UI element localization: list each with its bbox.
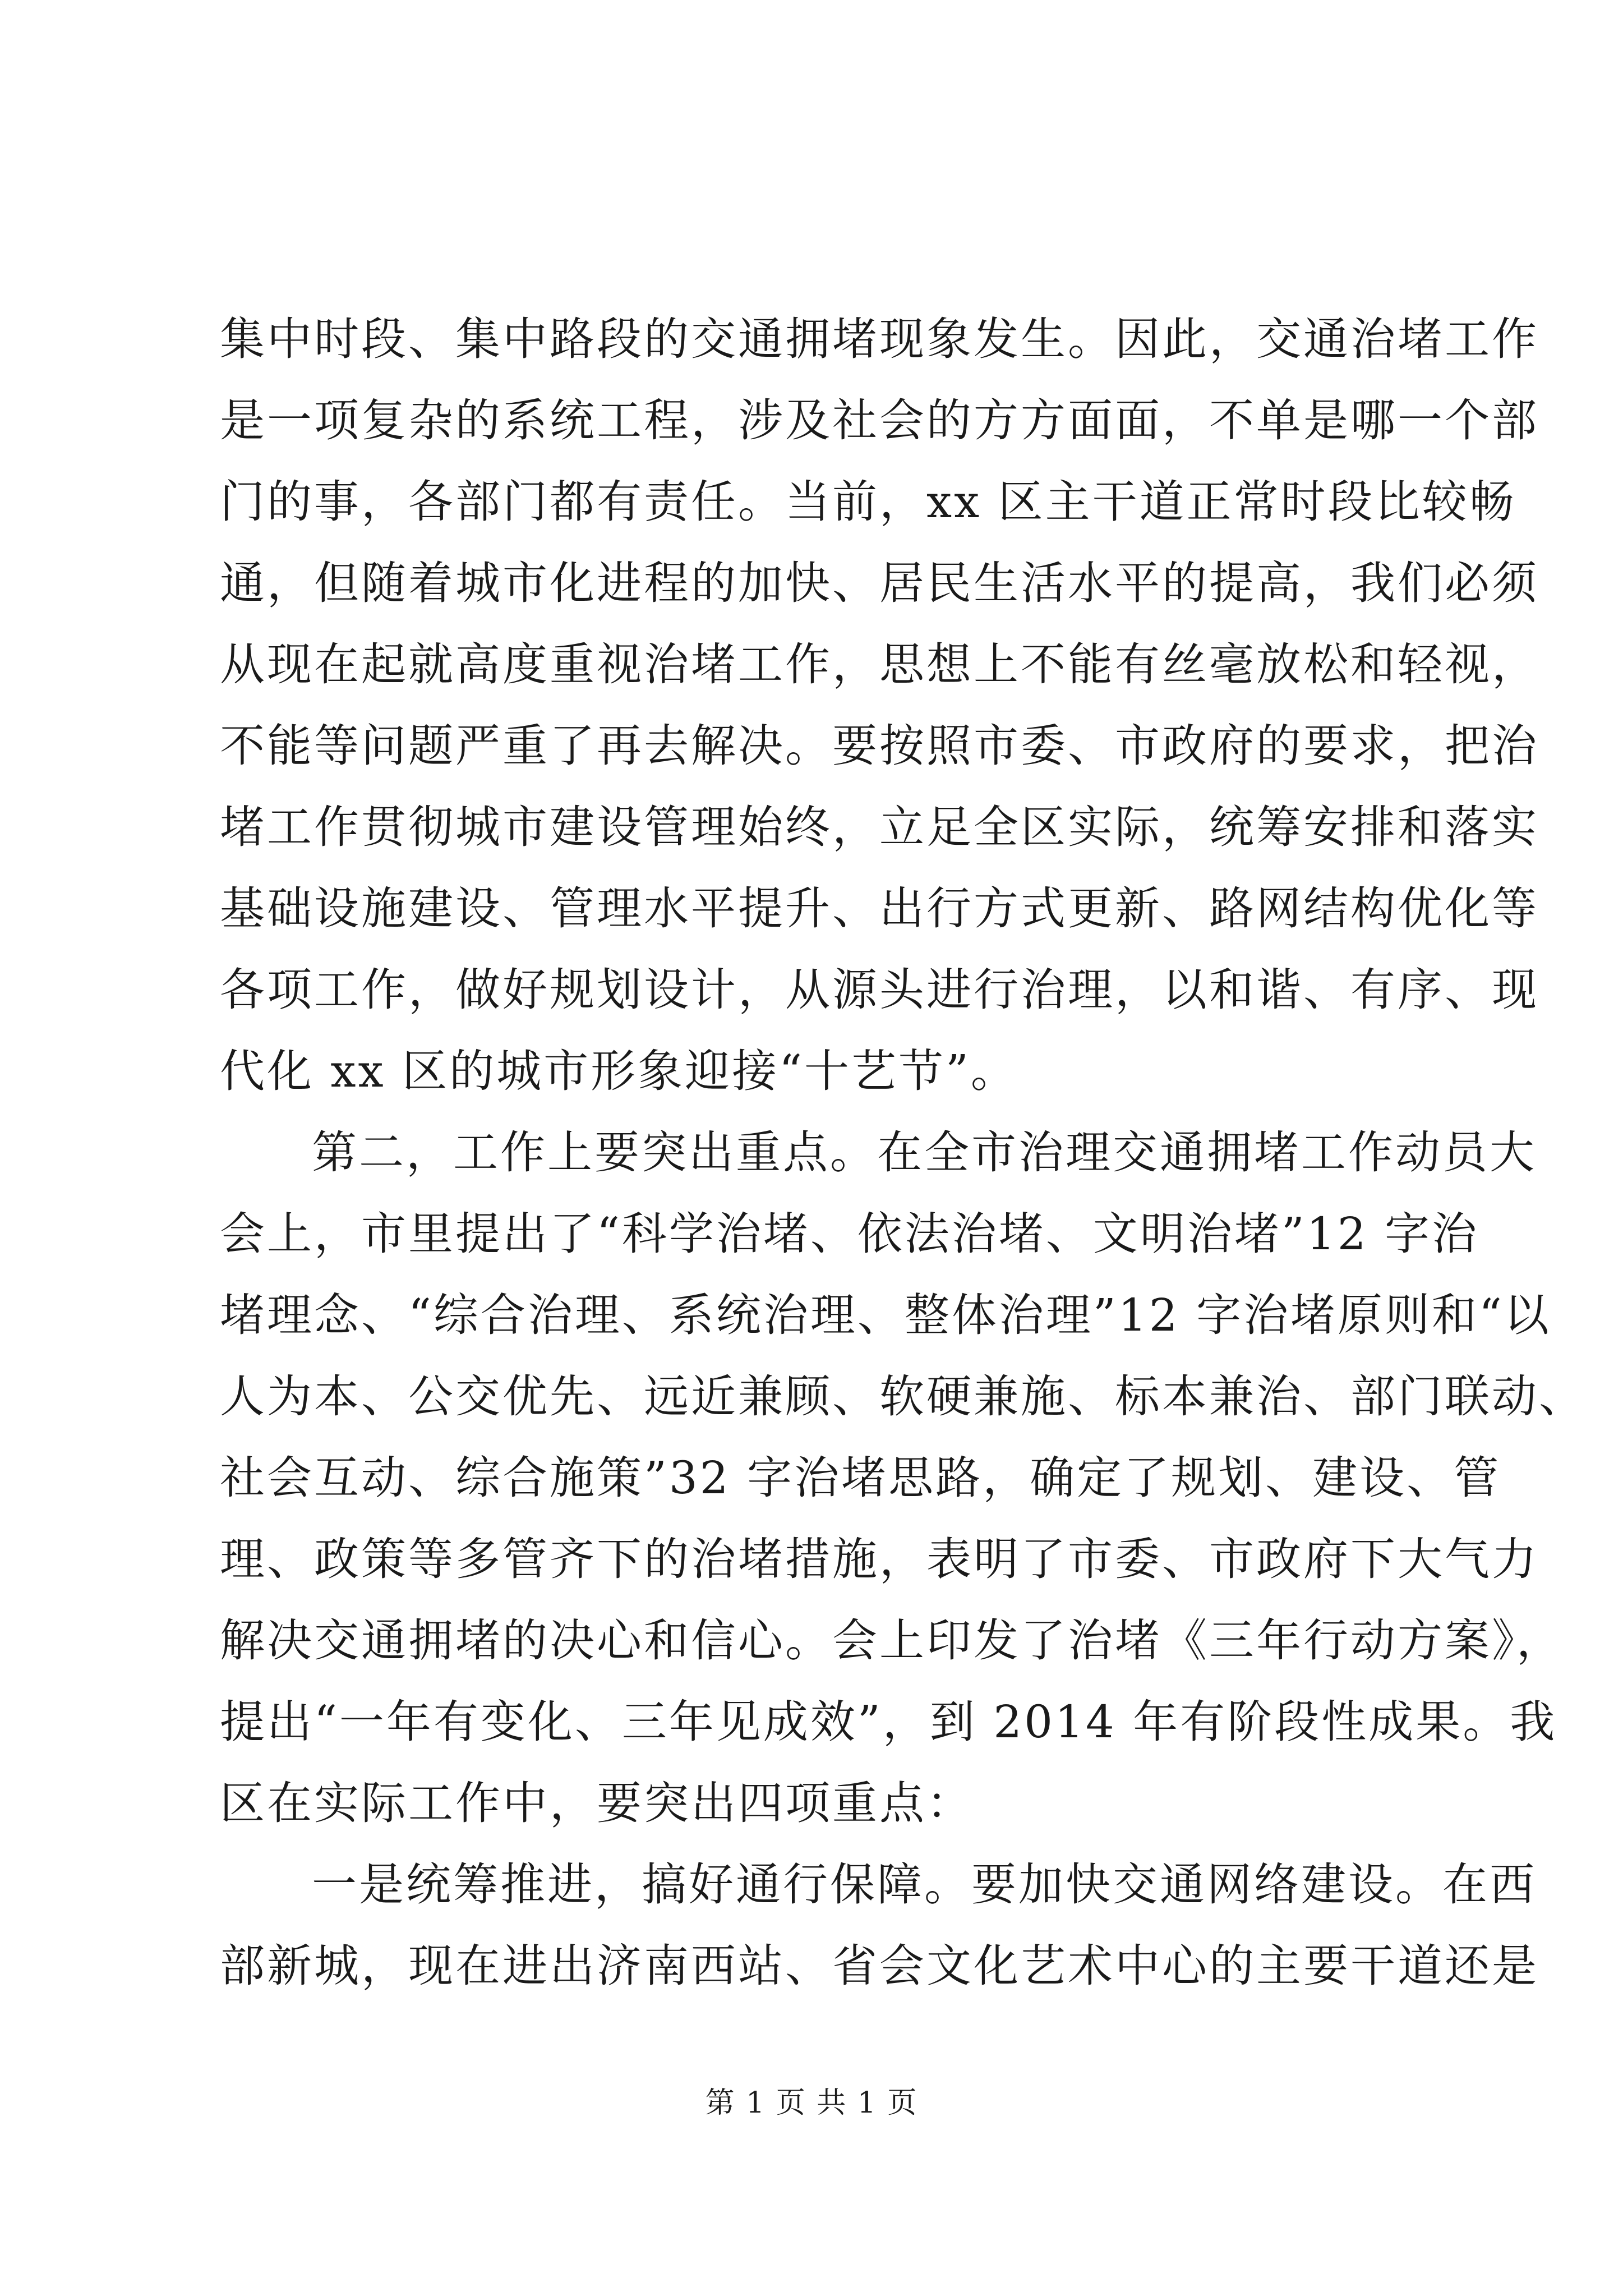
text-line: 社会互动、综合施策”32 字治堵思路，确定了规划、建设、管 xyxy=(220,1452,1501,1504)
text-line: 是一项复杂的系统工程，涉及社会的方方面面，不单是哪一个部 xyxy=(220,394,1539,447)
text-line: 从现在起就高度重视治堵工作，思想上不能有丝毫放松和轻视， xyxy=(220,638,1539,691)
text-line: 不能等问题严重了再去解决。要按照市委、市政府的要求，把治 xyxy=(220,720,1539,772)
document-body xyxy=(220,298,1586,2007)
text-line: 提出“一年有变化、三年见成效”，到 2014 年有阶段性成果。我 xyxy=(220,1696,1557,1748)
text-line: 代化 xx 区的城市形象迎接“十艺节”。 xyxy=(220,1045,1018,1097)
text-line: 通，但随着城市化进程的加快、居民生活水平的提高，我们必须 xyxy=(220,557,1539,609)
text-line: 会上，市里提出了“科学治堵、依法治堵、文明治堵”12 字治 xyxy=(220,1208,1479,1260)
text-line: 部新城，现在进出济南西站、省会文化艺术中心的主要干道还是 xyxy=(220,1940,1539,1992)
text-line: 门的事，各部门都有责任。当前，xx 区主干道正常时段比较畅 xyxy=(220,476,1516,528)
paragraph-start-line: 一是统筹推进，搞好通行保障。要加快交通网络建设。在西 xyxy=(312,1858,1537,1911)
text-line: 理、政策等多管齐下的治堵措施，表明了市委、市政府下大气力 xyxy=(220,1533,1539,1585)
text-line: 集中时段、集中路段的交通拥堵现象发生。因此，交通治堵工作 xyxy=(220,313,1539,365)
paragraph-start-line: 第二，工作上要突出重点。在全市治理交通拥堵工作动员大 xyxy=(312,1126,1537,1179)
text-line: 基础设施建设、管理水平提升、出行方式更新、路网结构优化等 xyxy=(220,882,1539,935)
text-line: 堵理念、“综合治理、系统治理、整体治理”12 字治堵原则和“以 xyxy=(220,1289,1551,1341)
text-line: 人为本、公交优先、远近兼顾、软硬兼施、标本兼治、部门联动、 xyxy=(220,1370,1586,1423)
text-line: 解决交通拥堵的决心和信心。会上印发了治堵《三年行动方案》， xyxy=(220,1614,1564,1667)
page-footer: 第 1 页 共 1 页 xyxy=(705,2086,918,2120)
text-line: 各项工作，做好规划设计，从源头进行治理，以和谐、有序、现 xyxy=(220,964,1539,1016)
text-line: 区在实际工作中，要突出四项重点： xyxy=(220,1777,974,1829)
text-line: 堵工作贯彻城市建设管理始终，立足全区实际，统筹安排和落实 xyxy=(220,801,1539,853)
